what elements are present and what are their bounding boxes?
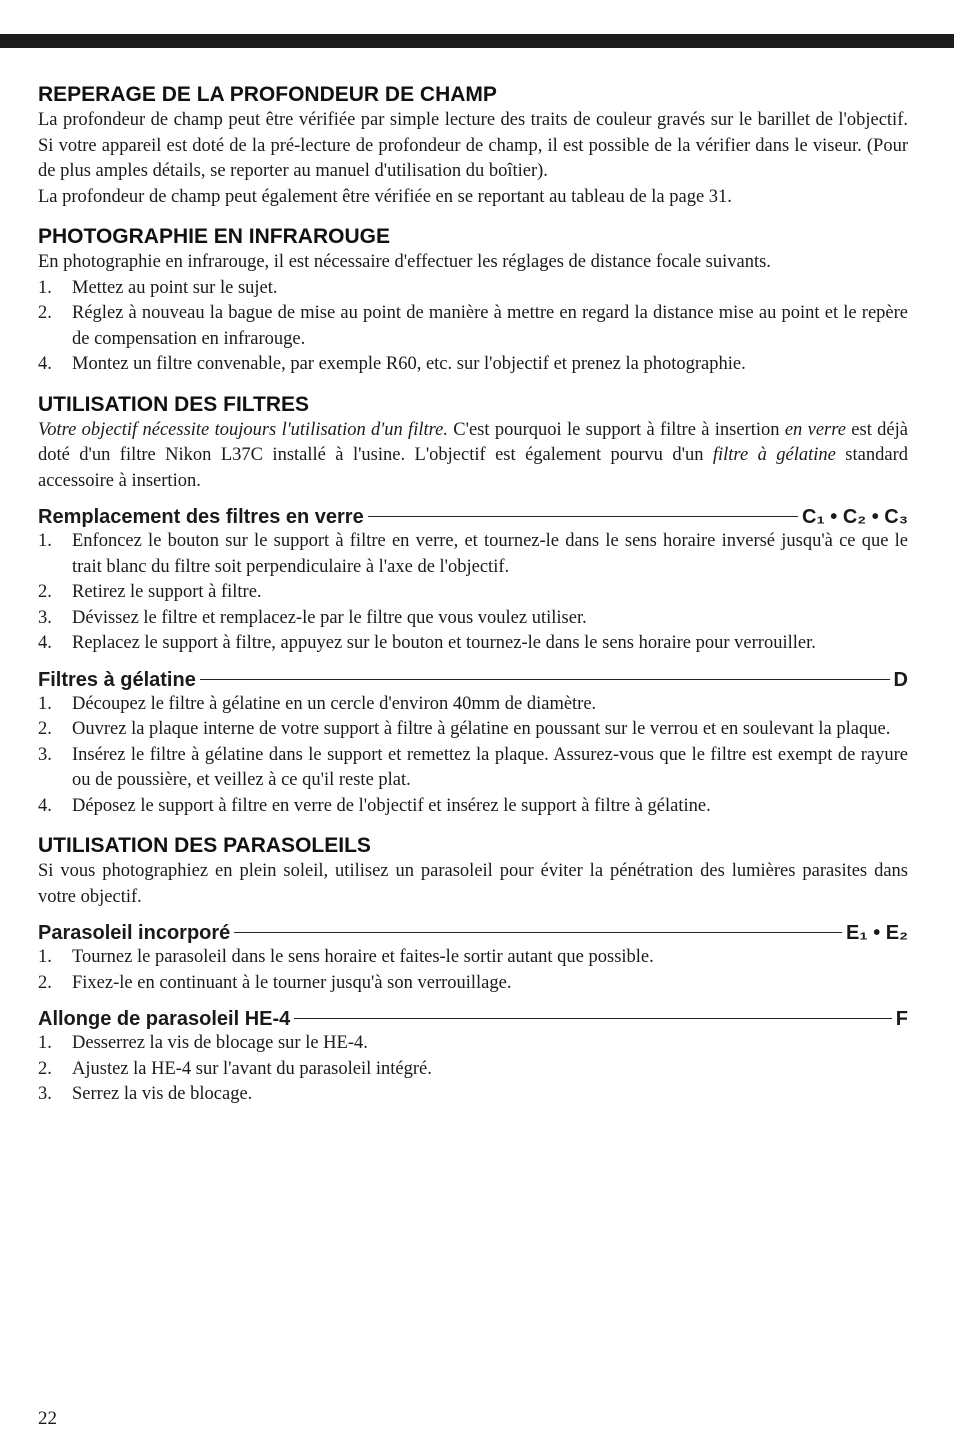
paragraph: Votre objectif nécessite toujours l'utilisation d'un filtre. C'est pourquoi le support à filtre à insertion en verre est déjà doté d'un filtre Nikon L37C installé à l'usine. L'objectif est également pourvu d'un filtre à gélatine standard accessoire à insertion. [38, 419, 908, 491]
page-content [38, 82, 908, 1122]
subsection-header-gelatin [38, 669, 908, 692]
paragraph: La profondeur de champ peut être vérifiée par simple lecture des traits de couleur gravés sur le barillet de l'objectif. Si votre appareil est doté de la pré-lecture de profondeur de champ, il est possible de la vérifier dans le viseur. (Pour de plus amples détails, se reporter au manuel d'utilisation du boîtier). [38, 110, 908, 181]
section-title: UTILISATION DES FILTRES [38, 392, 310, 416]
list-item: 2. Réglez à nouveau la bague de mise au point de manière à mettre en regard la distance mise au point et le repère de compensation en infrarouge. [38, 303, 908, 349]
figure-reference: F [895, 1008, 908, 1030]
section-depth-of-field [38, 82, 908, 210]
step-list [38, 1031, 908, 1108]
list-item: 4. Déposez le support à filtre en verre de l'objectif et insérez le support à filtre à gélatine. [38, 795, 711, 816]
leader-line [234, 932, 842, 933]
subsection-header-builtin-hood [38, 922, 908, 945]
subsection-header-glass [38, 506, 908, 529]
list-item: 3. Insérez le filtre à gélatine dans le support et remettez la plaque. Assurez-vous que le filtre est exempt de rayure ou de poussière, et veillez à ce qu'il reste plat. [38, 744, 908, 790]
subsection-title: Allonge de parasoleil HE-4 [38, 1008, 291, 1030]
leader-line [368, 516, 798, 517]
figure-reference: D [893, 668, 908, 691]
subsection-header-he4 [38, 1008, 908, 1031]
step-list [38, 276, 908, 378]
section-title: UTILISATION DES PARASOLEILS [38, 834, 371, 857]
paragraph: En photographie en infrarouge, il est nécessaire d'effectuer les réglages de distance focale suivants. [38, 252, 771, 272]
list-item: 3. Dévissez le filtre et remplacez-le par le filtre que vous voulez utiliser. [38, 607, 587, 628]
step-list [38, 692, 908, 820]
paragraph: La profondeur de champ peut également être vérifiée en se reportant au tableau de la page 31. [38, 186, 732, 207]
list-item: 1. Enfoncez le bouton sur le support à filtre en verre, et tournez-le dans le sens horaire inversé jusqu'à ce que le trait blanc du filtre soit perpendiculaire à l'axe de l'objectif. [38, 531, 908, 577]
list-item: 1. Mettez au point sur le sujet. [38, 277, 278, 298]
list-item: 1. Tournez le parasoleil dans le sens horaire et faites-le sortir autant que possible. [38, 947, 654, 967]
leader-line [200, 679, 890, 680]
list-item: 2. Fixez-le en continuant à le tourner jusqu'à son verrouillage. [38, 972, 512, 993]
list-item: 2. Ouvrez la plaque interne de votre support à filtre à gélatine en poussant sur le verrou et en soulevant la plaque. [38, 719, 891, 739]
section-title: REPERAGE DE LA PROFONDEUR DE CHAMP [38, 83, 497, 106]
section-title: PHOTOGRAPHIE EN INFRAROUGE [38, 225, 390, 248]
subsection-title: Filtres à gélatine [38, 668, 196, 691]
step-list [38, 529, 908, 657]
list-item: 3. Serrez la vis de blocage. [38, 1084, 253, 1104]
list-item: 4. Replacez le support à filtre, appuyez sur le bouton et tournez-le dans le sens horaire pour verrouiller. [38, 633, 816, 653]
list-item: 2. Retirez le support à filtre. [38, 582, 262, 602]
page-number: 22 [38, 1408, 57, 1429]
list-item: 1. Desserrez la vis de blocage sur le HE-4. [38, 1033, 368, 1053]
step-list [38, 945, 908, 996]
figure-reference: C₁ • C₂ • C₃ [802, 506, 908, 528]
subsection-title: Remplacement des filtres en verre [38, 506, 364, 528]
list-item: 4. Montez un filtre convenable, par exemple R60, etc. sur l'objectif et prenez la photographie. [38, 354, 746, 374]
figure-reference: E₁ • E₂ [846, 922, 908, 944]
list-item: 1. Découpez le filtre à gélatine en un cercle d'environ 40mm de diamètre. [38, 693, 597, 714]
top-border-bar [0, 34, 954, 48]
leader-line [294, 1018, 891, 1019]
section-filters [38, 392, 908, 820]
list-item: 2. Ajustez la HE-4 sur l'avant du parasoleil intégré. [38, 1058, 432, 1079]
subsection-title: Parasoleil incorporé [38, 922, 231, 944]
section-infrared [38, 224, 908, 378]
section-lens-hoods [38, 833, 908, 1108]
paragraph: Si vous photographiez en plein soleil, utilisez un parasoleil pour éviter la pénétration des lumières parasites dans votre objectif. [38, 861, 908, 907]
